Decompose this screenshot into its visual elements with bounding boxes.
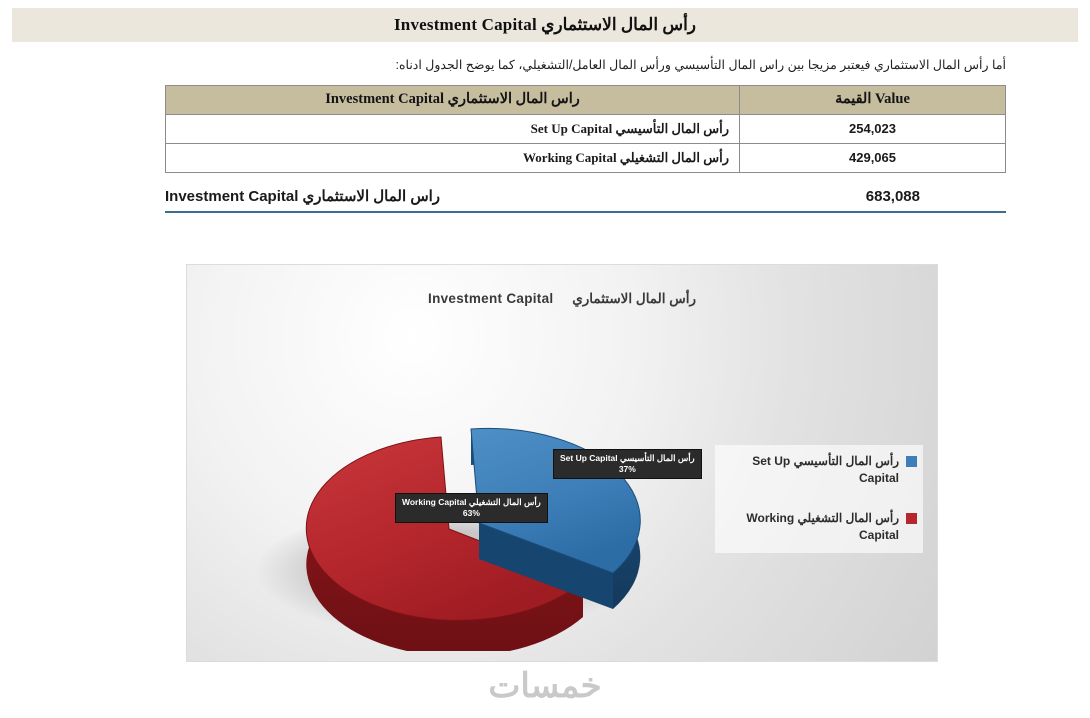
data-label-working-capital-ar: رأس المال التشغيلي [468, 497, 541, 507]
chart-title-arabic: رأس المال الاستثماري [572, 291, 696, 306]
investment-capital-table [165, 85, 1006, 173]
chart-legend [715, 445, 923, 553]
page-title: رأس المال الاستثماري Investment Capital [393, 15, 697, 34]
legend-item-set-up-capital[interactable] [721, 453, 917, 488]
legend-label-working-capital-en: Working Capital [746, 510, 899, 543]
data-label-set-up-capital-en: Set Up Capital [560, 453, 618, 463]
data-label-working-capital [395, 493, 548, 523]
pie-stage [209, 321, 769, 651]
table-row [166, 143, 1006, 172]
total-row [165, 187, 1006, 213]
legend-swatch-icon [906, 456, 917, 467]
watermark: خمسات [488, 667, 602, 705]
data-label-working-capital-percent: 63% [462, 507, 480, 518]
investment-capital-table-wrapper [165, 85, 1006, 173]
table-cell-value: 429,065 [740, 143, 1006, 172]
total-value: 683,088 [865, 187, 920, 205]
table-header-label: راس المال الاستثماري Investment Capital [166, 85, 740, 114]
table-row [166, 114, 1006, 143]
table-cell-label: رأس المال التشغيلي Working Capital [166, 143, 740, 172]
chart-title-english: Investment Capital [428, 291, 554, 306]
table-cell-value: 254,023 [740, 114, 1006, 143]
pie-chart-card [186, 264, 938, 662]
legend-label-set-up-capital-ar: رأس المال التأسيسي [793, 454, 899, 468]
legend-label-working-capital [721, 510, 899, 545]
chart-title [187, 291, 937, 307]
data-label-set-up-capital-ar: رأس المال التأسيسي [620, 453, 695, 463]
table-header-row [166, 85, 1006, 114]
pie-chart-graphic [209, 321, 769, 651]
table-cell-label: رأس المال التأسيسي Set Up Capital [166, 114, 740, 143]
legend-label-set-up-capital [721, 453, 899, 488]
table-header-value: القيمة Value [740, 85, 1006, 114]
page-header-banner [12, 8, 1078, 42]
legend-label-set-up-capital-en: Set Up Capital [752, 454, 899, 486]
data-label-working-capital-en: Working Capital [402, 497, 467, 507]
data-label-set-up-capital [553, 449, 702, 479]
legend-label-working-capital-ar: رأس المال التشغيلي [797, 510, 899, 525]
data-label-set-up-capital-percent: 37% [618, 463, 636, 474]
total-label: راس المال الاستثماري Investment Capital [165, 187, 441, 205]
intro-paragraph: أما رأس المال الاستثماري فيعتبر مزيجا بين راس المال التأسيسي ورأس المال العامل/التشغيلي، كما يوضح الجدول ادناه: [395, 58, 1006, 72]
legend-item-working-capital[interactable] [721, 510, 917, 545]
legend-swatch-icon [906, 513, 917, 524]
